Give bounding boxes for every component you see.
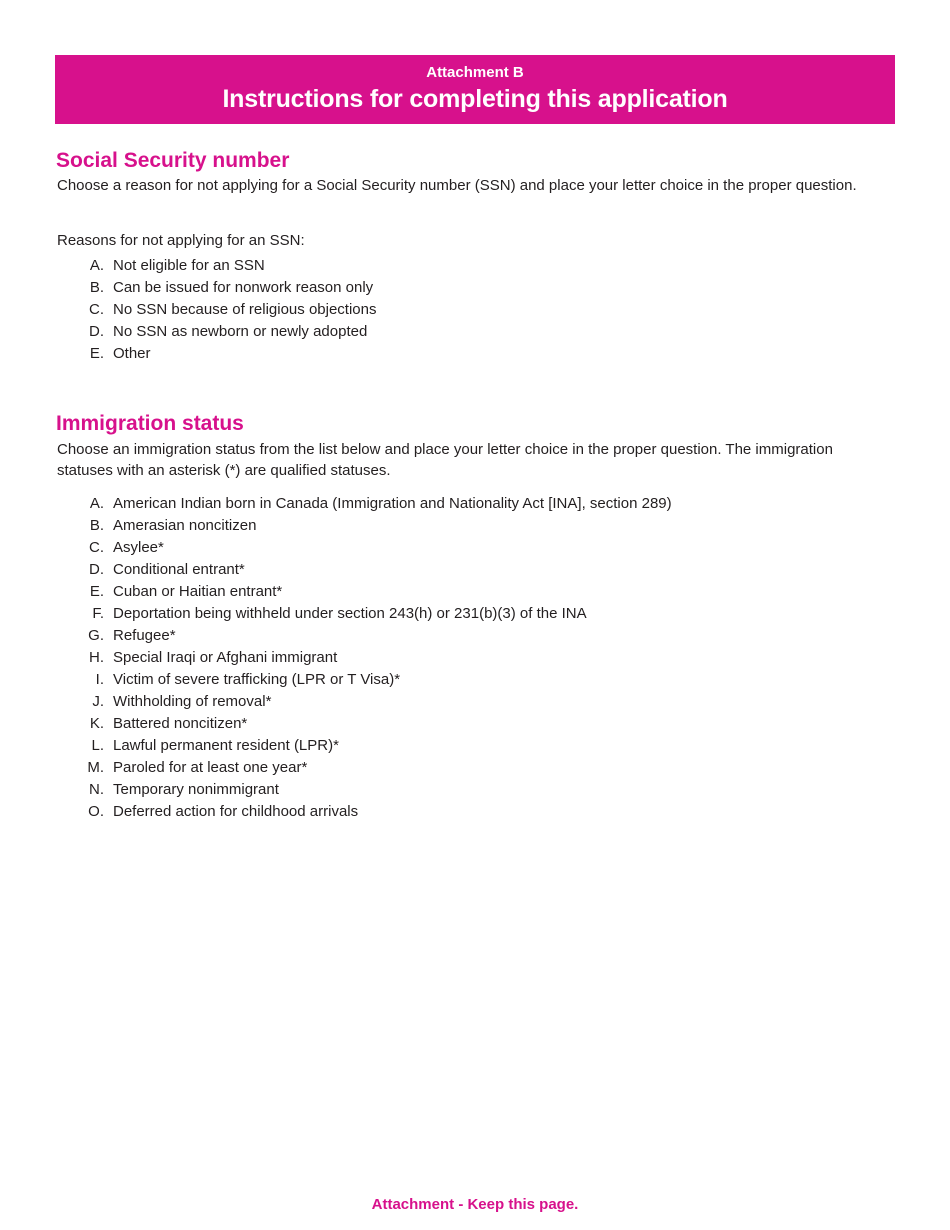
option-text: American Indian born in Canada (Immigration and Nationality Act [INA], section 289) <box>113 495 672 512</box>
option-letter: A. <box>89 257 104 274</box>
list-item <box>0 779 900 801</box>
attachment-label: Attachment B <box>426 64 524 81</box>
option-text: Not eligible for an SSN <box>113 257 265 274</box>
list-item <box>0 493 900 515</box>
option-letter: C. <box>89 539 104 556</box>
immigration-status-list <box>0 493 900 823</box>
option-text: Lawful permanent resident (LPR)* <box>113 737 339 754</box>
list-item <box>0 757 900 779</box>
option-text: Battered noncitizen* <box>113 715 248 732</box>
option-letter: E. <box>89 583 104 600</box>
list-item <box>0 255 900 277</box>
immigration-intro: Choose an immigration status from the list below and place your letter choice in the proper question. The immigration statuses with an asterisk (*) are qualified statuses. <box>57 441 833 479</box>
footer-note: Attachment - Keep this page. <box>371 1196 579 1213</box>
option-letter: C. <box>89 301 104 318</box>
list-item <box>0 713 900 735</box>
option-letter: L. <box>91 737 104 754</box>
option-letter: G. <box>88 627 104 644</box>
list-item <box>0 321 900 343</box>
option-letter: O. <box>88 803 104 820</box>
list-item <box>0 277 900 299</box>
option-letter: D. <box>89 561 104 578</box>
list-item <box>0 537 900 559</box>
option-text: Withholding of removal* <box>113 693 272 710</box>
list-item <box>0 801 900 823</box>
option-text: Cuban or Haitian entrant* <box>113 583 283 600</box>
option-text: Can be issued for nonwork reason only <box>113 279 374 296</box>
list-item <box>0 581 900 603</box>
option-text: Victim of severe trafficking (LPR or T Visa)* <box>113 671 401 688</box>
option-letter: H. <box>89 649 104 666</box>
option-letter: B. <box>89 517 104 534</box>
list-item <box>0 669 900 691</box>
list-item <box>0 647 900 669</box>
option-letter: F. <box>92 605 104 622</box>
option-text: Temporary nonimmigrant <box>113 781 279 798</box>
option-letter: B. <box>89 279 104 296</box>
option-text: Other <box>113 345 151 362</box>
option-letter: K. <box>89 715 104 732</box>
option-letter: N. <box>89 781 104 798</box>
option-letter: J. <box>92 693 104 710</box>
ssn-reasons-label: Reasons for not applying for an SSN: <box>57 232 305 249</box>
page-title: Instructions for completing this application <box>222 85 728 113</box>
option-text: Special Iraqi or Afghani immigrant <box>113 649 338 666</box>
list-item <box>0 559 900 581</box>
option-text: Conditional entrant* <box>113 561 245 578</box>
option-text: Deferred action for childhood arrivals <box>113 803 359 820</box>
option-text: Deportation being withheld under section 243(h) or 231(b)(3) of the INA <box>113 605 587 622</box>
list-item <box>0 343 900 365</box>
list-item <box>0 299 900 321</box>
option-text: Amerasian noncitizen <box>113 517 257 534</box>
option-letter: M. <box>87 759 104 776</box>
option-text: Paroled for at least one year* <box>113 759 308 776</box>
header-banner <box>55 55 895 124</box>
list-item <box>0 735 900 757</box>
option-letter: E. <box>89 345 104 362</box>
option-text: No SSN because of religious objections <box>113 301 377 318</box>
list-item <box>0 515 900 537</box>
option-letter: A. <box>89 495 104 512</box>
list-item <box>0 625 900 647</box>
ssn-reason-list <box>0 255 900 365</box>
immigration-heading: Immigration status <box>56 412 244 435</box>
list-item <box>0 603 900 625</box>
option-text: Refugee* <box>113 627 176 644</box>
option-text: Asylee* <box>113 539 164 556</box>
list-item <box>0 691 900 713</box>
ssn-heading: Social Security number <box>56 149 290 172</box>
option-letter: I. <box>95 671 104 688</box>
option-letter: D. <box>89 323 104 340</box>
ssn-intro: Choose a reason for not applying for a Social Security number (SSN) and place your letter choice in the proper question. <box>57 177 857 194</box>
option-text: No SSN as newborn or newly adopted <box>113 323 368 340</box>
